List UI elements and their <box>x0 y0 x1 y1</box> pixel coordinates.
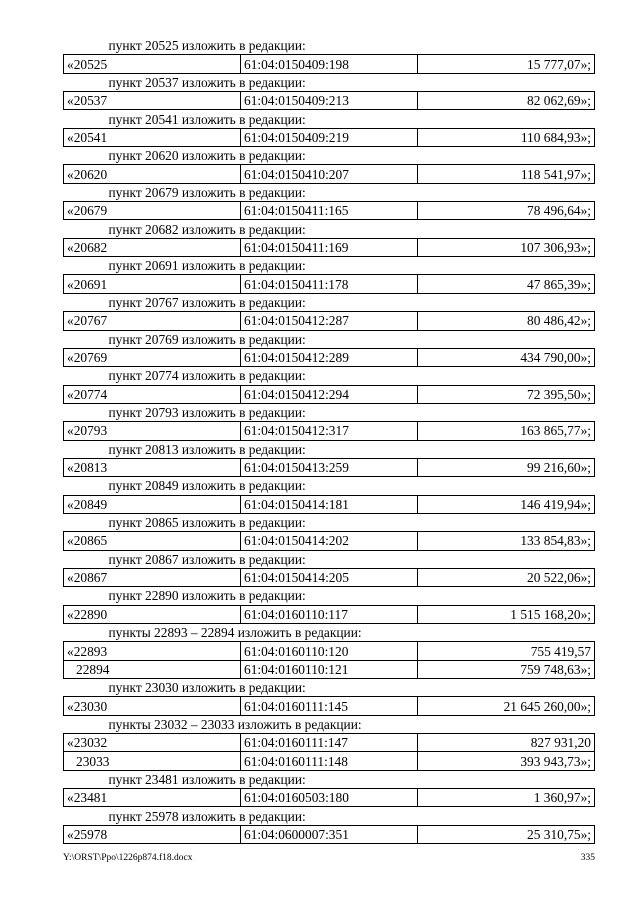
table-row <box>64 128 595 146</box>
value-cell: 827 931,20 <box>418 734 595 752</box>
footer-file-path: Y:\ORST\Ppo\1226p874.f18.docx <box>63 853 193 863</box>
amendment-caption: пункт 20769 изложить в редакции: <box>108 331 306 347</box>
amendment-caption-row <box>64 110 595 128</box>
table-row <box>64 275 595 293</box>
cadastral-number-cell: 61:04:0150411:165 <box>241 202 418 220</box>
item-number-cell: «20769 <box>64 348 241 366</box>
cadastral-number-cell: 61:04:0160111:147 <box>241 734 418 752</box>
item-number-cell: «20537 <box>64 92 241 110</box>
amendment-caption-row <box>64 147 595 165</box>
amendment-caption: пункты 23032 – 23033 изложить в редакции: <box>108 716 362 732</box>
value-cell: 133 854,83»; <box>418 532 595 550</box>
value-cell: 118 541,97»; <box>418 165 595 183</box>
value-cell: 25 310,75»; <box>418 825 595 843</box>
amendment-caption: пункт 20620 изложить в редакции: <box>108 148 306 164</box>
item-number-cell: «20849 <box>64 495 241 513</box>
cadastral-number-cell: 61:04:0150412:294 <box>241 385 418 403</box>
item-number-cell: «23030 <box>64 697 241 715</box>
table-row <box>64 238 595 256</box>
item-number-cell: «20867 <box>64 568 241 586</box>
footer-page-number: 335 <box>580 853 595 863</box>
item-number-cell: «20767 <box>64 312 241 330</box>
cadastral-number-cell: 61:04:0150413:259 <box>241 458 418 476</box>
item-number-cell: «23481 <box>64 789 241 807</box>
item-number-cell: «20865 <box>64 532 241 550</box>
cadastral-number-cell: 61:04:0150411:178 <box>241 275 418 293</box>
table-row <box>64 642 595 660</box>
value-cell: 393 943,73»; <box>418 752 595 770</box>
amendment-caption-row <box>64 513 595 531</box>
amendment-caption-row <box>64 587 595 605</box>
amendment-caption-row <box>64 183 595 201</box>
item-number-cell: «20691 <box>64 275 241 293</box>
amendment-caption-row <box>64 330 595 348</box>
item-number-cell: «22890 <box>64 605 241 623</box>
amendment-caption: пункт 20865 изложить в редакции: <box>108 515 306 531</box>
cadastral-number-cell: 61:04:0160110:120 <box>241 642 418 660</box>
cadastral-number-cell: 61:04:0150412:289 <box>241 348 418 366</box>
table-row <box>64 605 595 623</box>
value-cell: 20 522,06»; <box>418 568 595 586</box>
amendment-caption: пункт 23481 изложить в редакции: <box>108 771 306 787</box>
amendment-caption-row <box>64 679 595 697</box>
table-row <box>64 165 595 183</box>
item-number-cell: «20793 <box>64 422 241 440</box>
table-row <box>64 202 595 220</box>
value-cell: 72 395,50»; <box>418 385 595 403</box>
table-row <box>64 532 595 550</box>
cadastral-number-cell: 61:04:0160111:145 <box>241 697 418 715</box>
value-cell: 78 496,64»; <box>418 202 595 220</box>
amendment-caption-row <box>64 624 595 642</box>
table-row <box>64 422 595 440</box>
amendment-caption: пункт 20793 изложить в редакции: <box>108 405 306 421</box>
amendment-caption-row <box>64 770 595 788</box>
cadastral-number-cell: 61:04:0150414:202 <box>241 532 418 550</box>
table-row <box>64 385 595 403</box>
cadastral-number-cell: 61:04:0160111:148 <box>241 752 418 770</box>
cadastral-number-cell: 61:04:0150412:287 <box>241 312 418 330</box>
amendment-caption: пункт 20813 изложить в редакции: <box>108 441 306 457</box>
value-cell: 107 306,93»; <box>418 238 595 256</box>
item-number-cell: «25978 <box>64 825 241 843</box>
value-cell: 1 515 168,20»; <box>418 605 595 623</box>
cadastral-number-cell: 61:04:0600007:351 <box>241 825 418 843</box>
table-row <box>64 92 595 110</box>
table-row <box>64 348 595 366</box>
value-cell: 110 684,93»; <box>418 128 595 146</box>
item-number-cell: «22893 <box>64 642 241 660</box>
amendment-caption: пункт 20537 изложить в редакции: <box>108 74 306 90</box>
cadastral-number-cell: 61:04:0150409:213 <box>241 92 418 110</box>
table-row <box>64 312 595 330</box>
value-cell: 82 062,69»; <box>418 92 595 110</box>
cadastral-number-cell: 61:04:0160110:121 <box>241 660 418 678</box>
amendment-caption-row <box>64 367 595 385</box>
value-cell: 755 419,57 <box>418 642 595 660</box>
amendment-caption-row <box>64 807 595 825</box>
amendment-caption-row <box>64 37 595 55</box>
amendment-caption: пункт 20691 изложить в редакции: <box>108 258 306 274</box>
value-cell: 434 790,00»; <box>418 348 595 366</box>
value-cell: 21 645 260,00»; <box>418 697 595 715</box>
value-cell: 146 419,94»; <box>418 495 595 513</box>
amendment-caption: пункт 20541 изложить в редакции: <box>108 111 306 127</box>
amendment-caption: пункт 20679 изложить в редакции: <box>108 184 306 200</box>
amendment-caption-row <box>64 440 595 458</box>
table-row <box>64 734 595 752</box>
amendment-caption: пункт 25978 изложить в редакции: <box>108 808 306 824</box>
item-number-cell: «20541 <box>64 128 241 146</box>
table-row <box>64 495 595 513</box>
item-number-cell: «20813 <box>64 458 241 476</box>
amendment-caption-row <box>64 550 595 568</box>
value-cell: 759 748,63»; <box>418 660 595 678</box>
value-cell: 163 865,77»; <box>418 422 595 440</box>
cadastral-number-cell: 61:04:0150412:317 <box>241 422 418 440</box>
item-number-cell: «23032 <box>64 734 241 752</box>
table-row <box>64 789 595 807</box>
cadastral-number-cell: 61:04:0150414:205 <box>241 568 418 586</box>
cadastral-number-cell: 61:04:0150411:169 <box>241 238 418 256</box>
item-number-cell: «20774 <box>64 385 241 403</box>
value-cell: 1 360,97»; <box>418 789 595 807</box>
amendment-caption: пункты 22893 – 22894 изложить в редакции: <box>108 625 362 641</box>
amendment-caption-row <box>64 257 595 275</box>
amendment-caption: пункт 22890 изложить в редакции: <box>108 588 306 604</box>
amendment-caption: пункт 23030 изложить в редакции: <box>108 680 306 696</box>
amendment-caption: пункт 20774 изложить в редакции: <box>108 368 306 384</box>
value-cell: 80 486,42»; <box>418 312 595 330</box>
amendment-caption-row <box>64 715 595 733</box>
amendment-caption-row <box>64 403 595 421</box>
amendments-table <box>63 37 595 844</box>
table-row <box>64 568 595 586</box>
document-body <box>63 37 595 844</box>
amendment-caption-row <box>64 477 595 495</box>
amendment-caption-row <box>64 220 595 238</box>
value-cell: 47 865,39»; <box>418 275 595 293</box>
amendment-caption: пункт 20849 изложить в редакции: <box>108 478 306 494</box>
item-number-cell: «20682 <box>64 238 241 256</box>
amendments-table-body <box>64 37 595 844</box>
item-number-cell: 22894 <box>64 660 241 678</box>
cadastral-number-cell: 61:04:0150414:181 <box>241 495 418 513</box>
item-number-cell: 23033 <box>64 752 241 770</box>
item-number-cell: «20679 <box>64 202 241 220</box>
table-row <box>64 697 595 715</box>
table-row <box>64 458 595 476</box>
amendment-caption: пункт 20525 изложить в редакции: <box>108 38 306 54</box>
cadastral-number-cell: 61:04:0160110:117 <box>241 605 418 623</box>
item-number-cell: «20620 <box>64 165 241 183</box>
cadastral-number-cell: 61:04:0150409:219 <box>241 128 418 146</box>
cadastral-number-cell: 61:04:0150409:198 <box>241 55 418 73</box>
table-row <box>64 752 595 770</box>
amendment-caption: пункт 20867 изложить в редакции: <box>108 551 306 567</box>
cadastral-number-cell: 61:04:0150410:207 <box>241 165 418 183</box>
item-number-cell: «20525 <box>64 55 241 73</box>
amendment-caption: пункт 20682 изложить в редакции: <box>108 221 306 237</box>
amendment-caption-row <box>64 293 595 311</box>
cadastral-number-cell: 61:04:0160503:180 <box>241 789 418 807</box>
table-row <box>64 660 595 678</box>
amendment-caption: пункт 20767 изложить в редакции: <box>108 294 306 310</box>
value-cell: 15 777,07»; <box>418 55 595 73</box>
table-row <box>64 825 595 843</box>
amendment-caption-row <box>64 73 595 91</box>
value-cell: 99 216,60»; <box>418 458 595 476</box>
table-row <box>64 55 595 73</box>
